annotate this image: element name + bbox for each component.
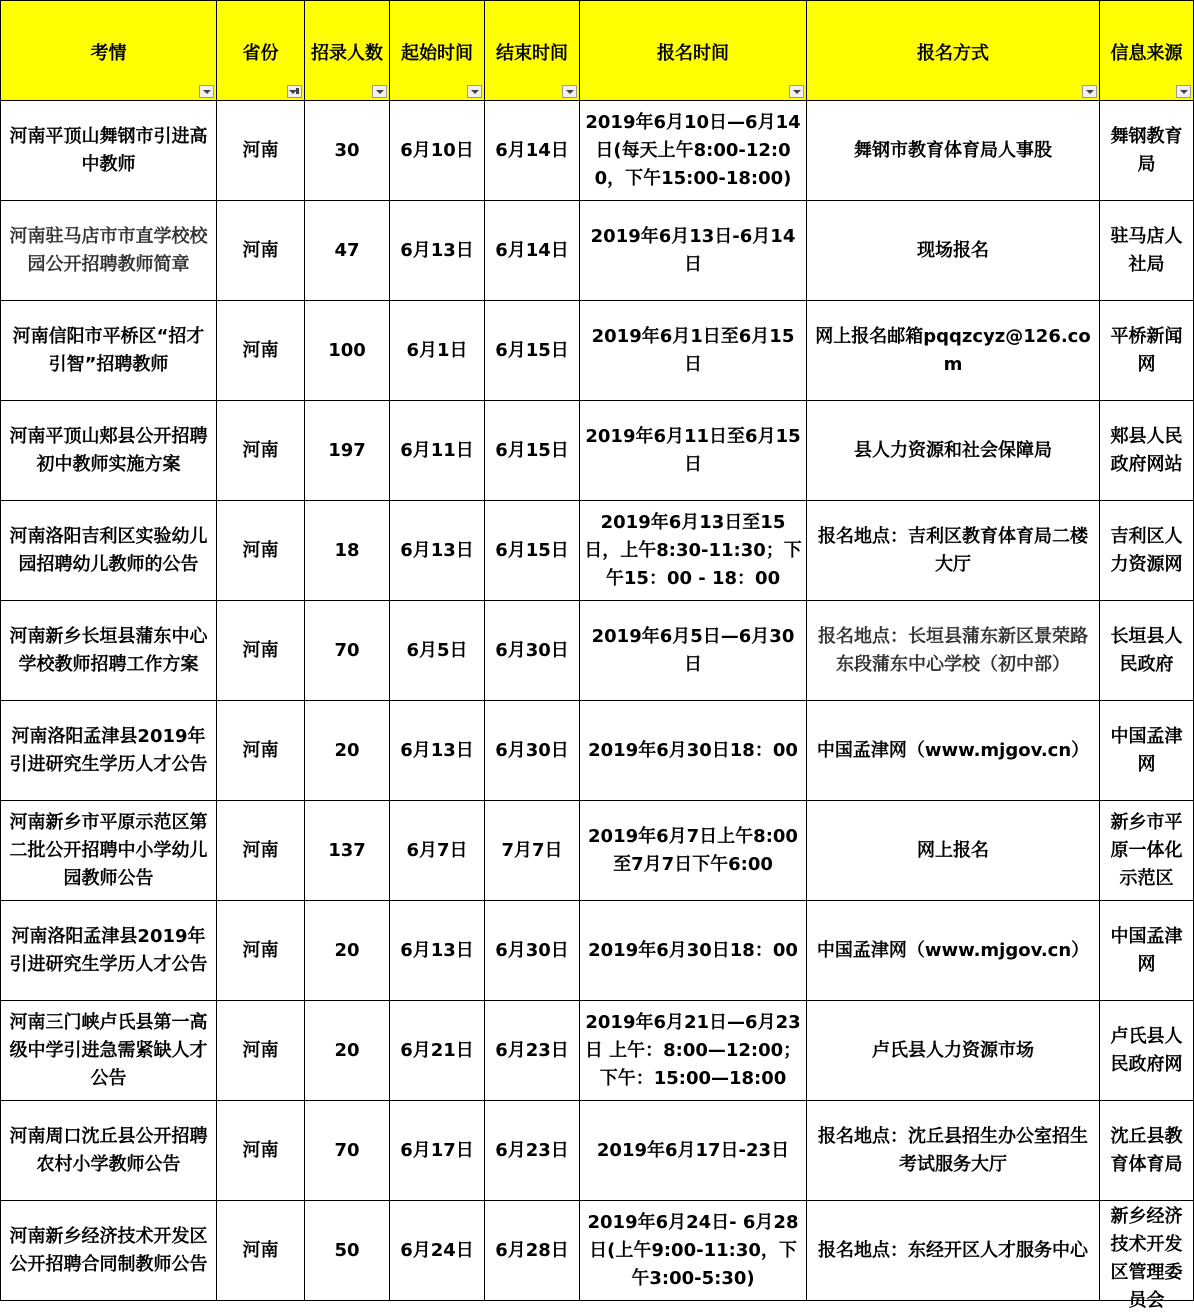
table-cell[interactable]: [807, 501, 1100, 601]
table-cell[interactable]: [580, 201, 807, 301]
cell-text: 20: [334, 739, 360, 761]
table-cell[interactable]: [580, 801, 807, 901]
table-cell[interactable]: [217, 301, 305, 401]
cell-text: 2019年6月13日至15日，上午8:30-11:30；下午15：00 - 18：00: [584, 511, 802, 589]
table-cell[interactable]: [580, 1101, 807, 1201]
header-label: 招录人数: [311, 43, 383, 64]
cell-text: 中国孟津网（www.mjgov.cn）: [816, 939, 1090, 961]
cell-text: 6月5日: [406, 639, 468, 661]
cell-text: 6月15日: [495, 539, 569, 561]
cell-text: 河南: [242, 739, 279, 761]
table-cell[interactable]: [807, 801, 1100, 901]
table-cell[interactable]: [305, 1201, 390, 1301]
header-cell: [305, 1, 390, 101]
table-cell[interactable]: [217, 101, 305, 201]
table-cell[interactable]: [1100, 501, 1194, 601]
cell-text: 报名地点：沈丘县招生办公室招生考试服务大厅: [818, 1125, 1088, 1175]
table-cell[interactable]: [580, 901, 807, 1001]
filter-dropdown-icon[interactable]: [789, 85, 804, 98]
table-cell[interactable]: [580, 101, 807, 201]
table-cell[interactable]: [580, 401, 807, 501]
table-cell[interactable]: [807, 1101, 1100, 1201]
cell-text: 网上报名邮箱pqqzcyz@126.com: [815, 325, 1091, 375]
cell-text: 2019年6月7日上午8:00至7月7日下午6:00: [588, 825, 798, 875]
table-cell[interactable]: [1100, 801, 1194, 901]
cell-text: 6月13日: [400, 539, 474, 561]
table-cell[interactable]: [1100, 401, 1194, 501]
table-cell[interactable]: [305, 901, 390, 1001]
cell-text: 河南平顶山郏县公开招聘初中教师实施方案: [9, 425, 208, 475]
table-cell[interactable]: [390, 1201, 485, 1301]
cell-text: 新乡经济技术开发区管理委员会: [1110, 1205, 1183, 1311]
table-cell[interactable]: [485, 601, 580, 701]
cell-text: 河南信阳市平桥区“招才引智”招聘教师: [12, 325, 205, 375]
cell-text: 70: [334, 639, 360, 661]
table-cell[interactable]: [1100, 1001, 1194, 1101]
cell-text: 河南驻马店市市直学校校园公开招聘教师简章: [9, 225, 208, 275]
cell-text: 6月11日: [400, 439, 474, 461]
table-cell[interactable]: [217, 501, 305, 601]
header-label: 结束时间: [496, 43, 568, 64]
table-cell[interactable]: [1100, 101, 1194, 201]
table-cell[interactable]: [485, 901, 580, 1001]
cell-text: 2019年6月11日至6月15日: [585, 425, 801, 475]
table-cell[interactable]: [390, 1001, 485, 1101]
table-cell[interactable]: [305, 201, 390, 301]
table-cell[interactable]: [217, 201, 305, 301]
header-label: 起始时间: [401, 43, 473, 64]
table-cell[interactable]: [1100, 1201, 1194, 1311]
table-row: [1, 601, 1194, 701]
table-cell[interactable]: [485, 1101, 580, 1201]
table-cell[interactable]: [485, 501, 580, 601]
cell-text: 100: [328, 339, 366, 361]
cell-text: 长垣县人民政府: [1110, 625, 1183, 675]
cell-text: 新乡市平原一体化示范区: [1110, 811, 1183, 889]
table-cell[interactable]: [390, 101, 485, 201]
cell-text: 河南: [242, 1139, 279, 1161]
cell-text: 中国孟津网（www.mjgov.cn）: [816, 739, 1090, 761]
cell-text: 6月23日: [495, 1139, 569, 1161]
cell-text: 舞钢市教育体育局人事股: [854, 139, 1052, 161]
filter-dropdown-icon[interactable]: [372, 85, 387, 98]
cell-text: 卢氏县人力资源市场: [872, 1039, 1034, 1061]
cell-text: 2019年6月1日至6月15日: [591, 325, 795, 375]
cell-text: 河南: [242, 1239, 279, 1261]
cell-text: 6月13日: [400, 739, 474, 761]
table-cell[interactable]: [807, 201, 1100, 301]
cell-text: 7月7日: [501, 839, 563, 861]
table-cell[interactable]: [1, 501, 217, 601]
cell-text: 中国孟津网: [1110, 725, 1183, 775]
table-cell[interactable]: [1, 701, 217, 801]
table-cell[interactable]: [1, 301, 217, 401]
table-cell[interactable]: [217, 701, 305, 801]
table-row: [1, 1101, 1194, 1201]
cell-text: 2019年6月21日—6月23日 上午：8:00—12:00；下午：15:00—18:00: [584, 1011, 802, 1089]
table-cell[interactable]: [305, 601, 390, 701]
table-cell[interactable]: [580, 601, 807, 701]
table-cell[interactable]: [390, 601, 485, 701]
cell-text: 河南: [242, 839, 279, 861]
cell-text: 6月15日: [495, 439, 569, 461]
header-label: 报名方式: [917, 43, 989, 64]
cell-text: 6月30日: [495, 739, 569, 761]
table-cell[interactable]: [217, 601, 305, 701]
cell-text: 河南洛阳吉利区实验幼儿园招聘幼儿教师的公告: [9, 525, 208, 575]
cell-text: 70: [334, 1139, 360, 1161]
table-cell[interactable]: [1100, 601, 1194, 701]
table-row: [1, 1001, 1194, 1101]
cell-text: 6月23日: [495, 1039, 569, 1061]
cell-text: 6月10日: [400, 139, 474, 161]
table-cell[interactable]: [305, 401, 390, 501]
cell-text: 驻马店人社局: [1110, 225, 1183, 275]
cell-text: 河南新乡长垣县蒲东中心学校教师招聘工作方案: [9, 625, 208, 675]
cell-text: 郏县人民政府网站: [1110, 425, 1183, 475]
cell-text: 50: [334, 1239, 360, 1261]
table-cell[interactable]: [1100, 701, 1194, 801]
cell-text: 6月14日: [495, 139, 569, 161]
table-cell[interactable]: [807, 601, 1100, 701]
table-row: [1, 501, 1194, 601]
cell-text: 河南: [242, 439, 279, 461]
table-cell[interactable]: [485, 301, 580, 401]
table-cell[interactable]: [580, 701, 807, 801]
cell-text: 6月1日: [406, 339, 468, 361]
cell-text: 47: [334, 239, 360, 261]
table-row: [1, 801, 1194, 901]
table-cell[interactable]: [390, 901, 485, 1001]
cell-text: 舞钢教育局: [1110, 125, 1183, 175]
cell-text: 平桥新闻网: [1110, 325, 1183, 375]
table-cell[interactable]: [390, 401, 485, 501]
header-label: 省份: [242, 43, 279, 64]
table-cell[interactable]: [1, 401, 217, 501]
cell-text: 6月14日: [495, 239, 569, 261]
table-row: [1, 901, 1194, 1001]
table-cell[interactable]: [305, 1001, 390, 1101]
table-cell[interactable]: [217, 1201, 305, 1301]
cell-text: 网上报名: [917, 839, 989, 861]
table-cell[interactable]: [1, 201, 217, 301]
table-cell[interactable]: [485, 1001, 580, 1101]
table-cell[interactable]: [217, 1101, 305, 1201]
cell-text: 6月13日: [400, 239, 474, 261]
table-cell[interactable]: [390, 1101, 485, 1201]
cell-text: 2019年6月24日- 6月28日(上午9:00-11:30，下午3:00-5:30): [587, 1211, 799, 1289]
table-cell[interactable]: [1, 901, 217, 1001]
table-cell[interactable]: [807, 701, 1100, 801]
table-cell[interactable]: [485, 101, 580, 201]
table-cell[interactable]: [390, 301, 485, 401]
table-cell[interactable]: [580, 301, 807, 401]
cell-text: 6月13日: [400, 939, 474, 961]
cell-text: 6月15日: [495, 339, 569, 361]
filter-dropdown-icon[interactable]: [562, 85, 577, 98]
table-cell[interactable]: [305, 301, 390, 401]
cell-text: 报名地点：长垣县蒲东新区景荣路东段蒲东中心学校（初中部）: [818, 625, 1088, 675]
table-cell[interactable]: [485, 401, 580, 501]
table-cell[interactable]: [580, 1001, 807, 1101]
cell-text: 6月17日: [400, 1139, 474, 1161]
header-cell: [1100, 1, 1194, 101]
cell-text: 18: [334, 539, 360, 561]
cell-text: 河南新乡经济技术开发区公开招聘合同制教师公告: [9, 1225, 208, 1275]
table-cell[interactable]: [217, 901, 305, 1001]
cell-text: 河南三门峡卢氏县第一高级中学引进急需紧缺人才公告: [9, 1011, 208, 1089]
table-row: [1, 101, 1194, 201]
cell-text: 30: [334, 139, 360, 161]
table-cell[interactable]: [1, 1201, 217, 1301]
table-row: [1, 401, 1194, 501]
cell-text: 6月30日: [495, 639, 569, 661]
cell-text: 6月24日: [400, 1239, 474, 1261]
cell-text: 县人力资源和社会保障局: [854, 439, 1052, 461]
cell-text: 河南平顶山舞钢市引进高中教师: [9, 125, 208, 175]
table-cell[interactable]: [580, 501, 807, 601]
table-cell[interactable]: [217, 1001, 305, 1101]
cell-text: 河南: [242, 639, 279, 661]
table-cell[interactable]: [485, 201, 580, 301]
table-cell[interactable]: [1, 101, 217, 201]
cell-text: 河南: [242, 1039, 279, 1061]
cell-text: 河南洛阳孟津县2019年引进研究生学历人才公告: [9, 925, 208, 975]
table-row: [1, 701, 1194, 801]
table-cell[interactable]: [390, 501, 485, 601]
table-cell[interactable]: [485, 801, 580, 901]
table-cell[interactable]: [807, 101, 1100, 201]
table-cell[interactable]: [1, 801, 217, 901]
cell-text: 20: [334, 939, 360, 961]
cell-text: 报名地点：东经开区人才服务中心: [818, 1239, 1088, 1261]
filter-dropdown-icon[interactable]: [199, 85, 214, 98]
filter-dropdown-icon[interactable]: [1176, 85, 1191, 98]
cell-text: 河南: [242, 939, 279, 961]
table-cell[interactable]: [305, 501, 390, 601]
table-cell[interactable]: [485, 1201, 580, 1301]
cell-text: 197: [328, 439, 366, 461]
cell-text: 6月28日: [495, 1239, 569, 1261]
table-cell[interactable]: [305, 1101, 390, 1201]
table-cell[interactable]: [305, 801, 390, 901]
cell-text: 沈丘县教育体育局: [1110, 1125, 1183, 1175]
table-cell[interactable]: [390, 201, 485, 301]
cell-text: 河南: [242, 239, 279, 261]
table-cell[interactable]: [1, 1101, 217, 1201]
table-cell[interactable]: [1, 601, 217, 701]
cell-text: 2019年6月17日-23日: [596, 1139, 790, 1161]
table-cell[interactable]: [1100, 301, 1194, 401]
cell-text: 现场报名: [917, 239, 989, 261]
cell-text: 2019年6月10日—6月14日(每天上午8:00-12:00，下午15:00-18:00): [585, 111, 801, 189]
header-cell: [217, 1, 305, 101]
table-cell[interactable]: [305, 701, 390, 801]
cell-text: 报名地点：吉利区教育体育局二楼大厅: [818, 525, 1088, 575]
table-row: [1, 201, 1194, 301]
table-cell[interactable]: [580, 1201, 807, 1301]
header-label: 报名时间: [657, 43, 729, 64]
cell-text: 2019年6月5日—6月30日: [591, 625, 795, 675]
table-cell[interactable]: [305, 101, 390, 201]
header-cell: [580, 1, 807, 101]
header-cell: [807, 1, 1100, 101]
cell-text: 2019年6月30日18：00: [588, 739, 798, 761]
cell-text: 2019年6月30日18：00: [588, 939, 798, 961]
table-row: [1, 301, 1194, 401]
table-cell[interactable]: [1, 1001, 217, 1101]
table-cell[interactable]: [217, 801, 305, 901]
filter-dropdown-icon[interactable]: [467, 85, 482, 98]
cell-text: 中国孟津网: [1110, 925, 1183, 975]
table-cell[interactable]: [807, 901, 1100, 1001]
table-cell[interactable]: [807, 1001, 1100, 1101]
table-cell[interactable]: [1100, 201, 1194, 301]
header-cell: [390, 1, 485, 101]
cell-text: 河南周口沈丘县公开招聘农村小学教师公告: [9, 1125, 208, 1175]
filter-active-icon[interactable]: [287, 85, 302, 98]
table-row: [1, 1201, 1194, 1301]
header-label: 信息来源: [1110, 43, 1183, 64]
cell-text: 河南: [242, 539, 279, 561]
header-label: 考情: [90, 43, 127, 64]
cell-text: 卢氏县人民政府网: [1110, 1025, 1183, 1075]
table-cell[interactable]: [807, 1201, 1100, 1301]
cell-text: 河南洛阳孟津县2019年引进研究生学历人才公告: [9, 725, 208, 775]
cell-text: 河南新乡市平原示范区第二批公开招聘中小学幼儿园教师公告: [9, 811, 208, 889]
table-cell[interactable]: [217, 401, 305, 501]
table-cell[interactable]: [1100, 1101, 1194, 1201]
cell-text: 137: [328, 839, 366, 861]
cell-text: 6月30日: [495, 939, 569, 961]
cell-text: 吉利区人力资源网: [1110, 525, 1183, 575]
header-cell: [1, 1, 217, 101]
table-cell[interactable]: [485, 701, 580, 801]
cell-text: 6月7日: [406, 839, 468, 861]
cell-text: 河南: [242, 139, 279, 161]
cell-text: 2019年6月13日-6月14日: [590, 225, 796, 275]
header-row: [1, 1, 1194, 101]
table-cell[interactable]: [1100, 901, 1194, 1001]
header-cell: [485, 1, 580, 101]
table-cell[interactable]: [807, 301, 1100, 401]
filter-dropdown-icon[interactable]: [1082, 85, 1097, 98]
table-cell[interactable]: [390, 801, 485, 901]
cell-text: 20: [334, 1039, 360, 1061]
cell-text: 6月21日: [400, 1039, 474, 1061]
cell-text: 河南: [242, 339, 279, 361]
table-cell[interactable]: [390, 701, 485, 801]
table-cell[interactable]: [807, 401, 1100, 501]
